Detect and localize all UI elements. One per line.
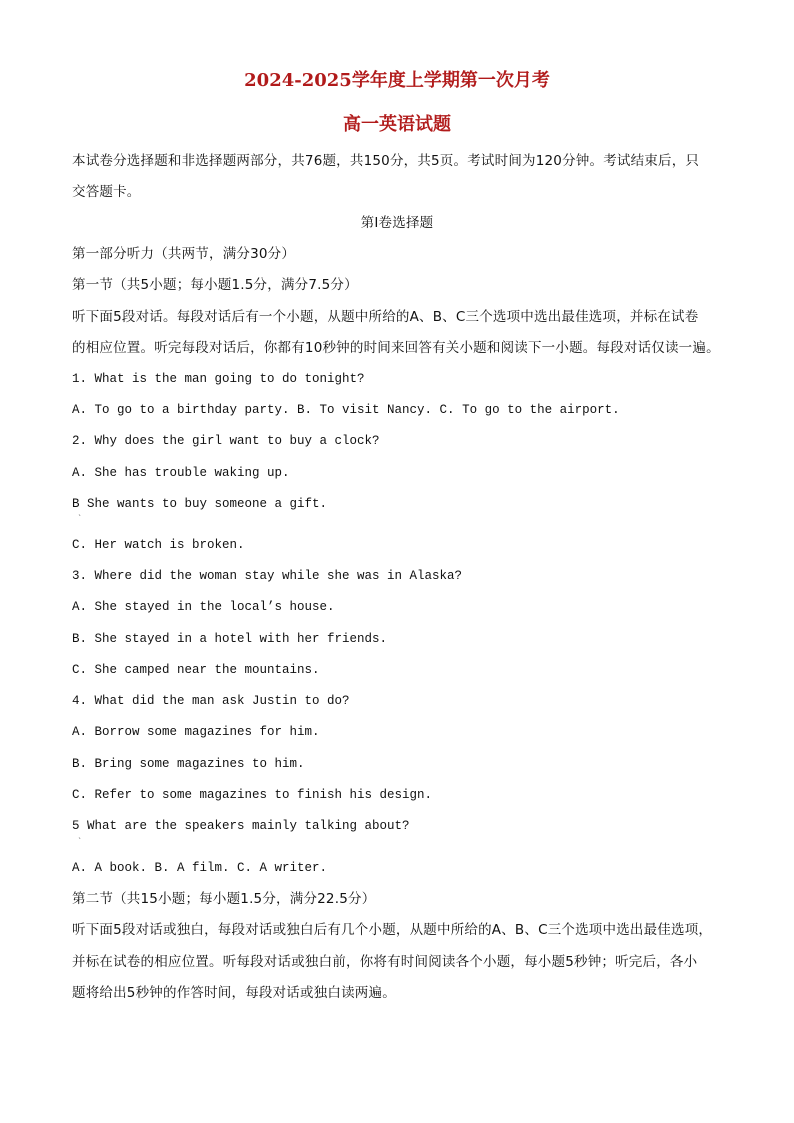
section1-instructions-2: 的相应位置。听完每段对话后，你都有10秒钟的时间来回答有关小题和阅读下一小题。每段对话仅读一遍。	[72, 340, 720, 356]
exam-subtitle: 高一英语试题	[343, 114, 451, 135]
q3-stem: 3. Where did the woman stay while she was in Alaska?	[72, 569, 463, 583]
q5-options: A. A book. B. A film. C. A writer.	[72, 861, 328, 875]
q4-stem: 4. What did the man ask Justin to do?	[72, 694, 350, 708]
q2-option-a: A. She has trouble waking up.	[72, 466, 290, 480]
section1-instructions-1: 听下面5段对话。每段对话后有一个小题，从题中所给的A、B、C三个选项中选出最佳选项，并标在试卷	[72, 309, 699, 325]
section1-heading: 第一节（共5小题；每小题1.5分，满分7.5分）	[72, 277, 358, 293]
section2-instructions-1: 听下面5段对话或独白，每段对话或独白后有几个小题，从题中所给的A、B、C三个选项中选出最佳选项，	[72, 922, 713, 938]
q5-stem: 5 What are the speakers mainly talking about?	[72, 819, 410, 833]
intro-line-1: 本试卷分选择题和非选择题两部分，共76题，共150分，共5页。考试时间为120分钟。考试结束后，只	[72, 153, 700, 169]
intro-line-2: 交答题卡。	[72, 184, 141, 200]
q2-option-c: C. Her watch is broken.	[72, 538, 245, 552]
section2-heading: 第二节（共15小题；每小题1.5分，满分22.5分）	[72, 891, 376, 907]
q4-option-c: C. Refer to some magazines to finish his design.	[72, 788, 433, 802]
q1-options: A. To go to a birthday party. B. To visit Nancy. C. To go to the airport.	[72, 403, 620, 417]
stray-mark: ˋ	[78, 514, 82, 523]
q3-option-c: C. She camped near the mountains.	[72, 663, 320, 677]
part1-heading: 第一部分听力（共两节，满分30分）	[72, 246, 296, 262]
exam-title: 2024-2025学年度上学期第一次月考	[244, 70, 550, 91]
q1-stem: 1. What is the man going to do tonight?	[72, 372, 365, 386]
section2-instructions-3: 题将给出5秒钟的作答时间，每段对话或独白读两遍。	[72, 985, 396, 1001]
q2-option-b: B She wants to buy someone a gift.	[72, 497, 328, 511]
q4-option-b: B. Bring some magazines to him.	[72, 757, 305, 771]
stray-mark: ˋ	[78, 837, 82, 846]
section2-instructions-2: 并标在试卷的相应位置。听每段对话或独白前，你将有时间阅读各个小题，每小题5秒钟；听完后，各小	[72, 954, 698, 970]
q4-option-a: A. Borrow some magazines for him.	[72, 725, 320, 739]
volume-title: 第I卷选择题	[360, 215, 434, 231]
q3-option-b: B. She stayed in a hotel with her friends.	[72, 632, 388, 646]
q2-stem: 2. Why does the girl want to buy a clock?	[72, 434, 380, 448]
q3-option-a: A. She stayed in the local’s house.	[72, 600, 335, 614]
